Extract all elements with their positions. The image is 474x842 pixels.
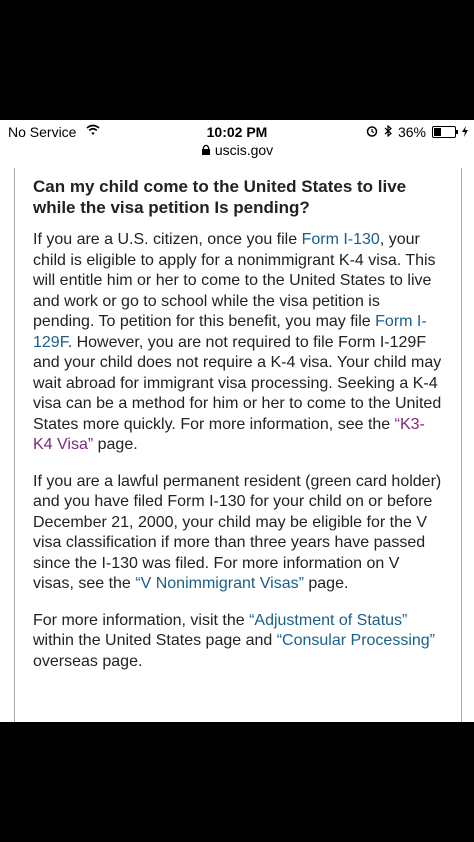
lock-icon [201, 142, 211, 152]
k3-k4-visa-link[interactable]: “K3-K4 Visa” [33, 415, 425, 453]
p1-text-2: , your child is eligible to apply for a nonimmigrant K-4 visa. This will entitle him or her to come to the United States to live and work or go to school while the visa petition is pending. To petition for this benefit, you may file [33, 231, 436, 330]
p1-text-3: . However, you are not required to file Form I-129F and your child does not require a K-4 visa. Your child may wait abroad for immigrant visa processing. Seeking a K-4 visa can be a method for him or her to come to the United States more quickly. For more information, see the [33, 333, 442, 433]
url-bar[interactable] [0, 142, 474, 164]
status-time: 10:02 PM [206, 124, 268, 140]
p2-text-1: If you are a lawful permanent resident (green card holder) and you have filed Form I-130 for your child on or before December 21, 2000, your child may be eligible for the V visa classification if more than three years have passed since the I-130 was filed. For more information on V visas, see the [33, 472, 442, 592]
p3-text-2: within the United States page and [33, 632, 277, 649]
p2-text-2: page. [303, 575, 349, 592]
bluetooth-icon [384, 124, 392, 140]
web-page[interactable] [14, 168, 462, 722]
adjustment-of-status-link[interactable]: “Adjustment of Status” [249, 611, 408, 629]
battery-fill [434, 128, 441, 136]
p1-text-1: If you are a U.S. citizen, once you file [33, 231, 302, 248]
article-heading: Can my child come to the United States to live while the visa petition Is pending? [33, 177, 407, 217]
article [33, 176, 443, 688]
phone-screen [0, 120, 474, 722]
status-right [366, 124, 468, 140]
p3-text-1: For more information, visit the [33, 611, 250, 629]
carrier-label: No Service [8, 124, 77, 140]
v-nonimmigrant-visas-link[interactable]: “V Nonimmigrant Visas” [135, 575, 304, 592]
charging-icon [462, 124, 468, 140]
form-i130-link[interactable]: Form I-130 [301, 231, 380, 248]
status-bar [0, 120, 474, 144]
consular-processing-link[interactable]: “Consular Processing” [276, 632, 435, 649]
p3-text-3: overseas page. [33, 652, 143, 670]
p1-text-4: page. [93, 436, 138, 453]
url-text: uscis.gov [214, 142, 274, 158]
paragraph-v-visa [33, 472, 443, 595]
paragraph-more-info [33, 611, 443, 673]
battery-percent: 36% [397, 124, 426, 140]
battery-icon [432, 126, 456, 138]
paragraph-k4 [33, 230, 443, 456]
form-i129f-link[interactable]: Form I-129F [33, 313, 427, 351]
alarm-icon [366, 124, 378, 140]
